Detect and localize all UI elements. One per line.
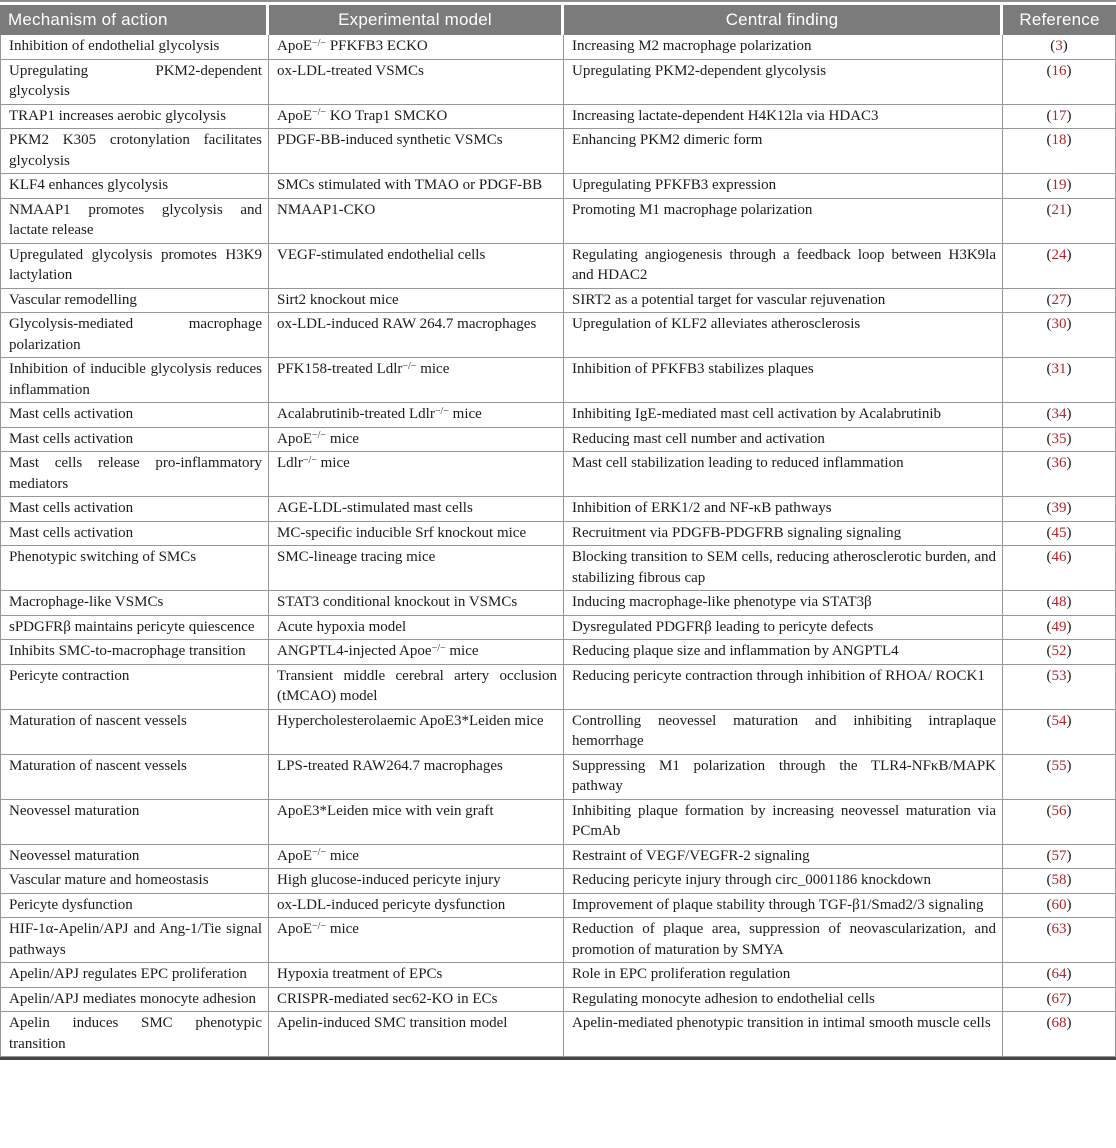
model-cell: Hypoxia treatment of EPCs xyxy=(269,963,564,987)
table-row xyxy=(0,358,1116,403)
model-cell: ApoE−/− mice xyxy=(269,845,564,869)
reference-cell: (46) xyxy=(1003,546,1116,590)
finding-cell: Reducing mast cell number and activation xyxy=(564,428,1003,452)
table-row xyxy=(0,1012,1116,1057)
model-cell: Acute hypoxia model xyxy=(269,616,564,640)
model-cell: ox-LDL-induced RAW 264.7 macrophages xyxy=(269,313,564,357)
mechanism-cell: Mast cells activation xyxy=(0,403,269,427)
model-cell: Acalabrutinib-treated Ldlr−/− mice xyxy=(269,403,564,427)
reference-cell: (27) xyxy=(1003,289,1116,313)
model-cell: SMC-lineage tracing mice xyxy=(269,546,564,590)
model-cell: LPS-treated RAW264.7 macrophages xyxy=(269,755,564,799)
model-cell: MC-specific inducible Srf knockout mice xyxy=(269,522,564,546)
mechanism-cell: Pericyte contraction xyxy=(0,665,269,709)
table-row xyxy=(0,60,1116,105)
finding-cell: Inhibiting plaque formation by increasing neovessel maturation via PCmAb xyxy=(564,800,1003,844)
model-cell: PDGF-BB-induced synthetic VSMCs xyxy=(269,129,564,173)
finding-cell: Inducing macrophage-like phenotype via STAT3β xyxy=(564,591,1003,615)
mechanism-cell: Inhibition of inducible glycolysis reduces inflammation xyxy=(0,358,269,402)
reference-cell: (48) xyxy=(1003,591,1116,615)
model-cell: PFK158-treated Ldlr−/− mice xyxy=(269,358,564,402)
finding-cell: Role in EPC proliferation regulation xyxy=(564,963,1003,987)
mechanism-cell: Apelin/APJ regulates EPC proliferation xyxy=(0,963,269,987)
mechanism-cell: HIF-1α-Apelin/APJ and Ang-1/Tie signal pathways xyxy=(0,918,269,962)
reference-link[interactable]: 45 xyxy=(1051,524,1067,541)
model-cell: ApoE−/− mice xyxy=(269,918,564,962)
model-cell: STAT3 conditional knockout in VSMCs xyxy=(269,591,564,615)
reference-link[interactable]: 49 xyxy=(1051,618,1067,635)
reference-cell: (34) xyxy=(1003,403,1116,427)
table-row xyxy=(0,522,1116,547)
reference-cell: (35) xyxy=(1003,428,1116,452)
mechanism-cell: Inhibition of endothelial glycolysis xyxy=(0,35,269,59)
mechanism-cell: Upregulating PKM2-dependent glycolysis xyxy=(0,60,269,104)
reference-link[interactable]: 19 xyxy=(1051,177,1067,193)
reference-link[interactable]: 21 xyxy=(1051,201,1067,218)
finding-cell: Apelin-mediated phenotypic transition in intimal smooth muscle cells xyxy=(564,1012,1003,1056)
reference-cell: (67) xyxy=(1003,988,1116,1012)
mechanism-cell: Glycolysis-mediated macrophage polarization xyxy=(0,313,269,357)
table-row xyxy=(0,244,1116,289)
reference-cell: (17) xyxy=(1003,105,1116,129)
reference-link[interactable]: 67 xyxy=(1051,990,1067,1007)
reference-link[interactable]: 39 xyxy=(1051,500,1067,516)
mechanism-cell: Mast cells activation xyxy=(0,497,269,521)
reference-link[interactable]: 52 xyxy=(1051,643,1067,659)
reference-link[interactable]: 63 xyxy=(1051,921,1067,937)
reference-link[interactable]: 30 xyxy=(1051,316,1067,332)
finding-cell: Suppressing M1 polarization through the TLR4-NFκB/MAPK pathway xyxy=(564,755,1003,799)
model-cell: Transient middle cerebral artery occlusion (tMCAO) model xyxy=(269,665,564,709)
mechanism-cell: Mast cells activation xyxy=(0,428,269,452)
reference-link[interactable]: 24 xyxy=(1051,246,1067,263)
finding-cell: Upregulating PFKFB3 expression xyxy=(564,174,1003,198)
reference-cell: (64) xyxy=(1003,963,1116,987)
mechanism-cell: Upregulated glycolysis promotes H3K9 lactylation xyxy=(0,244,269,288)
finding-cell: Blocking transition to SEM cells, reducing atherosclerotic burden, and stabilizing fibrous cap xyxy=(564,546,1003,590)
finding-cell: Recruitment via PDGFB-PDGFRB signaling signaling xyxy=(564,522,1003,546)
table-row xyxy=(0,452,1116,497)
model-cell: ox-LDL-treated VSMCs xyxy=(269,60,564,104)
table-body xyxy=(0,35,1116,1057)
finding-cell: Regulating angiogenesis through a feedback loop between H3K9la and HDAC2 xyxy=(564,244,1003,288)
table-row xyxy=(0,918,1116,963)
table-row xyxy=(0,665,1116,710)
reference-cell: (16) xyxy=(1003,60,1116,104)
reference-link[interactable]: 35 xyxy=(1051,430,1067,447)
mechanism-cell: sPDGFRβ maintains pericyte quiescence xyxy=(0,616,269,640)
mechanism-cell: Apelin/APJ mediates monocyte adhesion xyxy=(0,988,269,1012)
reference-cell: (19) xyxy=(1003,174,1116,198)
reference-link[interactable]: 27 xyxy=(1051,291,1067,308)
table-row xyxy=(0,869,1116,894)
mechanism-cell: Mast cells activation xyxy=(0,522,269,546)
reference-link[interactable]: 48 xyxy=(1051,594,1067,610)
finding-cell: Inhibition of PFKFB3 stabilizes plaques xyxy=(564,358,1003,402)
table-row xyxy=(0,894,1116,919)
reference-cell: (36) xyxy=(1003,452,1116,496)
finding-cell: Controlling neovessel maturation and inhibiting intraplaque hemorrhage xyxy=(564,710,1003,754)
finding-cell: Dysregulated PDGFRβ leading to pericyte defects xyxy=(564,616,1003,640)
table-row xyxy=(0,640,1116,665)
table-row xyxy=(0,428,1116,453)
mechanism-cell: Neovessel maturation xyxy=(0,845,269,869)
mechanism-cell: Pericyte dysfunction xyxy=(0,894,269,918)
reference-cell: (58) xyxy=(1003,869,1116,893)
table-row xyxy=(0,105,1116,130)
model-cell: Apelin-induced SMC transition model xyxy=(269,1012,564,1056)
reference-link[interactable]: 3 xyxy=(1055,38,1063,54)
reference-link[interactable]: 36 xyxy=(1051,455,1067,471)
mechanism-cell: Macrophage-like VSMCs xyxy=(0,591,269,615)
table-row xyxy=(0,289,1116,314)
finding-cell: Regulating monocyte adhesion to endothelial cells xyxy=(564,988,1003,1012)
finding-cell: Upregulating PKM2-dependent glycolysis xyxy=(564,60,1003,104)
reference-cell: (54) xyxy=(1003,710,1116,754)
reference-cell: (55) xyxy=(1003,755,1116,799)
table-row xyxy=(0,616,1116,641)
reference-cell: (52) xyxy=(1003,640,1116,664)
mechanism-cell: PKM2 K305 crotonylation facilitates glycolysis xyxy=(0,129,269,173)
table-row xyxy=(0,710,1116,755)
reference-link[interactable]: 57 xyxy=(1051,847,1067,864)
finding-cell: Inhibition of ERK1/2 and NF-κB pathways xyxy=(564,497,1003,521)
reference-cell: (68) xyxy=(1003,1012,1116,1056)
table-row xyxy=(0,845,1116,870)
column-header-reference: Reference xyxy=(1003,5,1116,35)
reference-link[interactable]: 55 xyxy=(1051,757,1067,774)
reference-link[interactable]: 58 xyxy=(1051,872,1067,888)
model-cell: Hypercholesterolaemic ApoE3*Leiden mice xyxy=(269,710,564,754)
finding-cell: SIRT2 as a potential target for vascular rejuvenation xyxy=(564,289,1003,313)
mechanism-cell: Apelin induces SMC phenotypic transition xyxy=(0,1012,269,1056)
model-cell: AGE-LDL-stimulated mast cells xyxy=(269,497,564,521)
finding-cell: Reducing pericyte contraction through inhibition of RHOA/ ROCK1 xyxy=(564,665,1003,709)
model-cell: VEGF-stimulated endothelial cells xyxy=(269,244,564,288)
reference-link[interactable]: 16 xyxy=(1051,62,1067,79)
table-row xyxy=(0,963,1116,988)
reference-link[interactable]: 54 xyxy=(1051,712,1067,729)
mechanism-cell: KLF4 enhances glycolysis xyxy=(0,174,269,198)
reference-cell: (21) xyxy=(1003,199,1116,243)
table-row xyxy=(0,129,1116,174)
column-header-mechanism: Mechanism of action xyxy=(0,5,269,35)
reference-cell: (39) xyxy=(1003,497,1116,521)
reference-cell: (56) xyxy=(1003,800,1116,844)
mechanism-cell: Neovessel maturation xyxy=(0,800,269,844)
column-header-finding: Central finding xyxy=(564,5,1003,35)
mechanism-cell: NMAAP1 promotes glycolysis and lactate release xyxy=(0,199,269,243)
reference-cell: (63) xyxy=(1003,918,1116,962)
model-cell: ApoE−/− mice xyxy=(269,428,564,452)
model-cell: ApoE−/− PFKFB3 ECKO xyxy=(269,35,564,59)
finding-cell: Increasing lactate-dependent H4K12la via HDAC3 xyxy=(564,105,1003,129)
table-row xyxy=(0,497,1116,522)
finding-cell: Increasing M2 macrophage polarization xyxy=(564,35,1003,59)
mechanism-cell: Phenotypic switching of SMCs xyxy=(0,546,269,590)
model-cell: Sirt2 knockout mice xyxy=(269,289,564,313)
reference-link[interactable]: 34 xyxy=(1051,406,1067,422)
finding-cell: Promoting M1 macrophage polarization xyxy=(564,199,1003,243)
table-row xyxy=(0,199,1116,244)
finding-cell: Reduction of plaque area, suppression of neovascularization, and promotion of maturation by SMYA xyxy=(564,918,1003,962)
table-row xyxy=(0,988,1116,1013)
reference-cell: (45) xyxy=(1003,522,1116,546)
finding-cell: Enhancing PKM2 dimeric form xyxy=(564,129,1003,173)
reference-link[interactable]: 68 xyxy=(1051,1015,1067,1031)
reference-cell: (30) xyxy=(1003,313,1116,357)
model-cell: Ldlr−/− mice xyxy=(269,452,564,496)
model-cell: SMCs stimulated with TMAO or PDGF-BB xyxy=(269,174,564,198)
reference-cell: (24) xyxy=(1003,244,1116,288)
table-header-row xyxy=(0,5,1116,35)
finding-cell: Inhibiting IgE-mediated mast cell activation by Acalabrutinib xyxy=(564,403,1003,427)
finding-cell: Upregulation of KLF2 alleviates atherosclerosis xyxy=(564,313,1003,357)
reference-cell: (49) xyxy=(1003,616,1116,640)
reference-cell: (3) xyxy=(1003,35,1116,59)
finding-cell: Reducing plaque size and inflammation by ANGPTL4 xyxy=(564,640,1003,664)
model-cell: ANGPTL4-injected Apoe−/− mice xyxy=(269,640,564,664)
table-row xyxy=(0,174,1116,199)
reference-cell: (57) xyxy=(1003,845,1116,869)
table-row xyxy=(0,546,1116,591)
finding-cell: Mast cell stabilization leading to reduced inflammation xyxy=(564,452,1003,496)
table-row xyxy=(0,591,1116,616)
finding-cell: Improvement of plaque stability through TGF-β1/Smad2/3 signaling xyxy=(564,894,1003,918)
reference-link[interactable]: 18 xyxy=(1051,132,1067,148)
model-cell: ox-LDL-induced pericyte dysfunction xyxy=(269,894,564,918)
reference-link[interactable]: 46 xyxy=(1051,549,1067,565)
model-cell: High glucose-induced pericyte injury xyxy=(269,869,564,893)
reference-link[interactable]: 60 xyxy=(1051,896,1067,913)
reference-cell: (53) xyxy=(1003,665,1116,709)
reference-link[interactable]: 56 xyxy=(1051,802,1067,819)
reference-link[interactable]: 17 xyxy=(1051,107,1067,124)
model-cell: CRISPR-mediated sec62-KO in ECs xyxy=(269,988,564,1012)
reference-link[interactable]: 64 xyxy=(1051,966,1067,982)
mechanism-cell: Inhibits SMC-to-macrophage transition xyxy=(0,640,269,664)
reference-cell: (31) xyxy=(1003,358,1116,402)
finding-cell: Restraint of VEGF/VEGFR-2 signaling xyxy=(564,845,1003,869)
mechanism-cell: Vascular mature and homeostasis xyxy=(0,869,269,893)
mechanism-cell: Vascular remodelling xyxy=(0,289,269,313)
model-cell: ApoE−/− KO Trap1 SMCKO xyxy=(269,105,564,129)
table-row xyxy=(0,403,1116,428)
table-row xyxy=(0,35,1116,60)
mechanism-cell: Mast cells release pro-inflammatory mediators xyxy=(0,452,269,496)
table-row xyxy=(0,313,1116,358)
reference-link[interactable]: 31 xyxy=(1051,361,1067,377)
reference-link[interactable]: 53 xyxy=(1051,667,1067,684)
mechanism-cell: TRAP1 increases aerobic glycolysis xyxy=(0,105,269,129)
reference-cell: (18) xyxy=(1003,129,1116,173)
finding-cell: Reducing pericyte injury through circ_0001186 knockdown xyxy=(564,869,1003,893)
column-header-model: Experimental model xyxy=(269,5,564,35)
table-row xyxy=(0,800,1116,845)
mechanism-cell: Maturation of nascent vessels xyxy=(0,755,269,799)
model-cell: ApoE3*Leiden mice with vein graft xyxy=(269,800,564,844)
reference-cell: (60) xyxy=(1003,894,1116,918)
model-cell: NMAAP1-CKO xyxy=(269,199,564,243)
mechanism-cell: Maturation of nascent vessels xyxy=(0,710,269,754)
table-row xyxy=(0,755,1116,800)
